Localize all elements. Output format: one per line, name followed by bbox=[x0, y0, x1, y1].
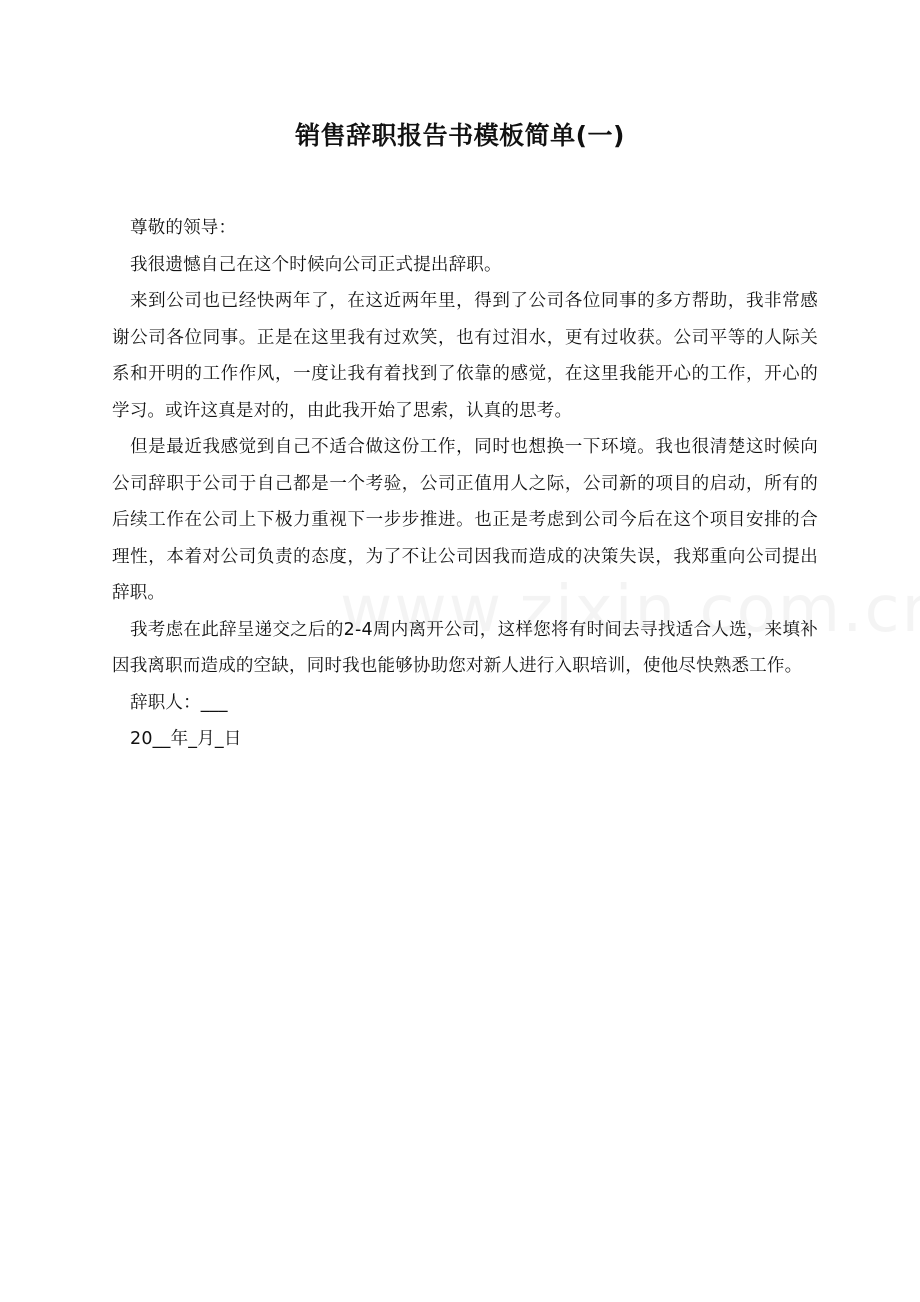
date-line: 20__年_月_日 bbox=[130, 729, 242, 749]
signer-line: 辞职人：___ bbox=[130, 692, 228, 713]
paragraph-3: 但是最近我感觉到自己不适合做这份工作，同时也想换一下环境。我也很清楚这时候向公司辞职于公司于自己都是一个考验，公司正值用人之际，公司新的项目的启动，所有的后续工作在公司上下极力重视下一步步推进。也正是考虑到公司今后在这个项目安排的合理性，本着对公司负责的态度，为了不让公司因我而造成的决策失误，我郑重向公司提出辞职。 bbox=[112, 437, 818, 603]
paragraph-2: 来到公司也已经快两年了，在这近两年里，得到了公司各位同事的多方帮助，我非常感谢公司各位同事。正是在这里我有过欢笑，也有过泪水，更有过收获。公司平等的人际关系和开明的工作作风，一度让我有着找到了依靠的感觉，在这里我能开心的工作，开心的学习。或许这真是对的，由此我开始了思索，认真的思考。 bbox=[112, 291, 818, 421]
document-body bbox=[112, 210, 818, 758]
paragraph-4: 我考虑在此辞呈递交之后的2-4周内离开公司，这样您将有时间去寻找适合人选，来填补因我离职而造成的空缺，同时我也能够协助您对新人进行入职培训，使他尽快熟悉工作。 bbox=[112, 619, 818, 676]
salutation: 尊敬的领导： bbox=[130, 218, 237, 238]
paragraph-1: 我很遗憾自己在这个时候向公司正式提出辞职。 bbox=[130, 254, 502, 275]
document-title: 销售辞职报告书模板简单(一) bbox=[295, 121, 625, 150]
